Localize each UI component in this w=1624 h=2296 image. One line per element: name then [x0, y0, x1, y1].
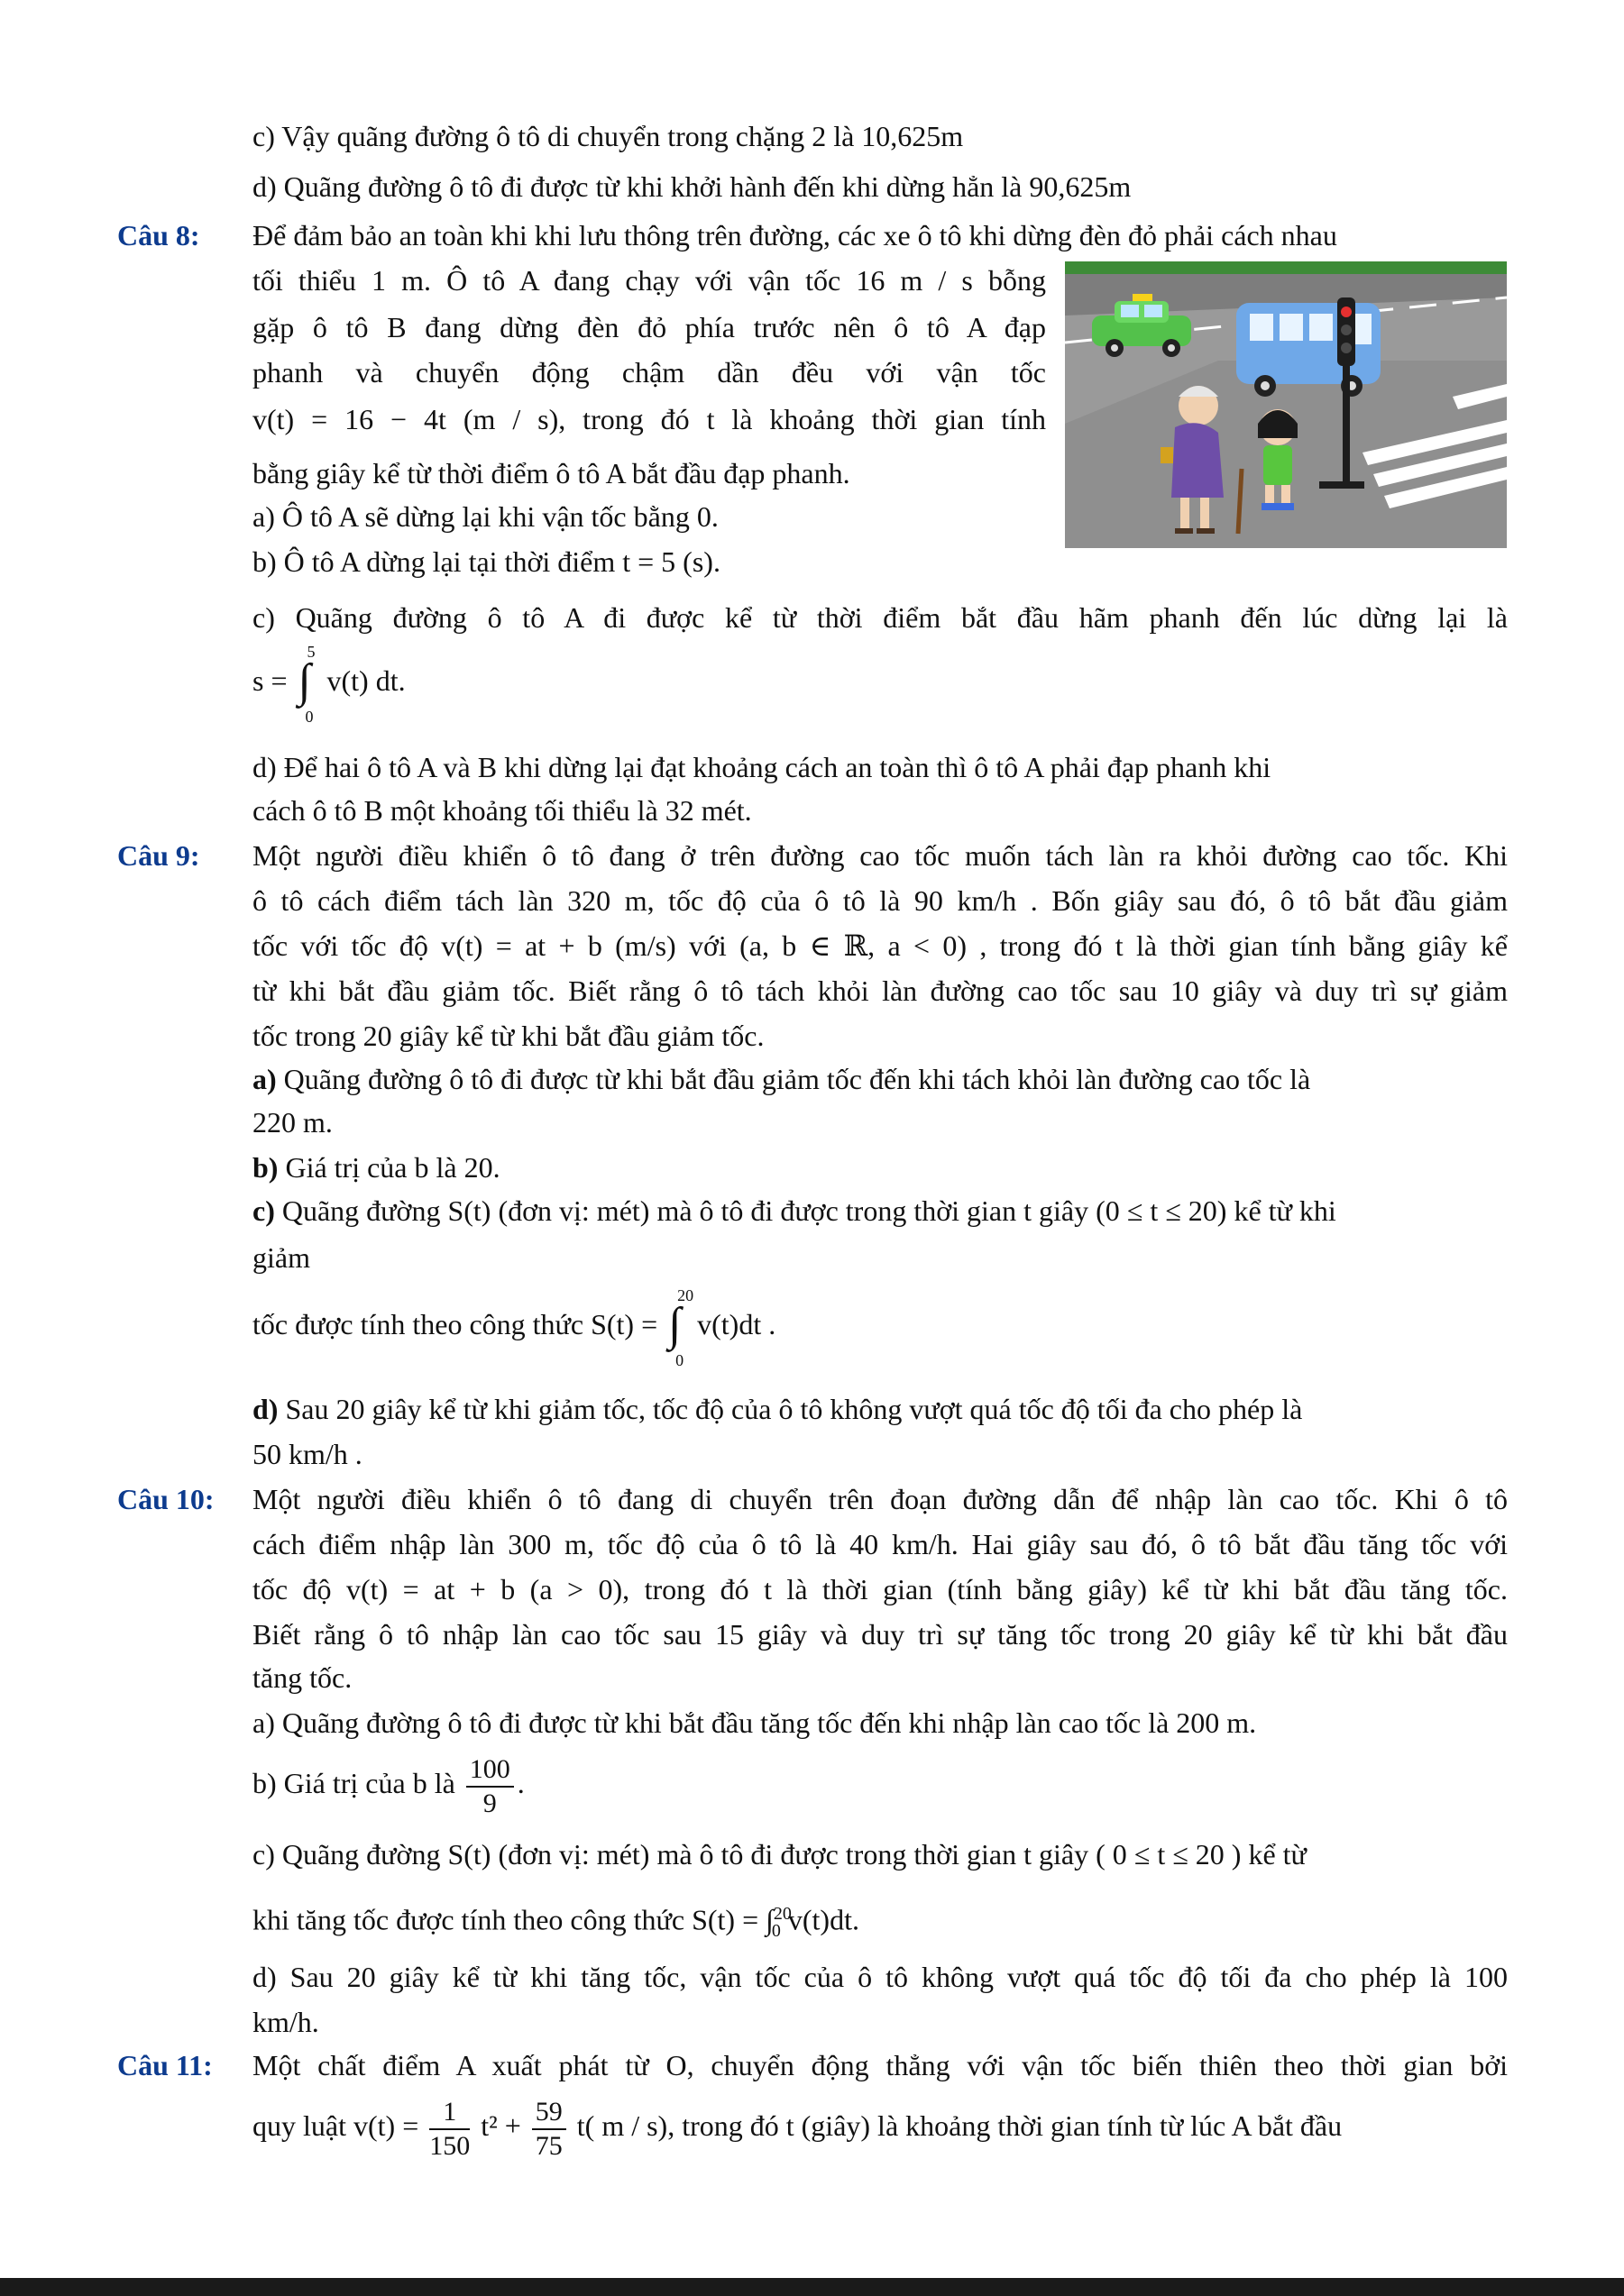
text-line: Một người điều khiển ô tô đang di chuyển trên đoạn đường dẫn để nhập làn cao tốc. Khi ô tô — [252, 1483, 1508, 1515]
text-line: km/h. — [252, 2006, 319, 2038]
text-line: cách điểm nhập làn 300 m, tốc độ của ô tô là 40 km/h. Hai giây sau đó, ô tô bắt đầu tăng tốc với — [252, 1528, 1508, 1560]
fraction: $\frac{100}{9}$ — [466, 1756, 514, 1817]
option-b: b) Ô tô A dừng lại tại thời điểm t = 5 (s). — [252, 545, 720, 578]
option-b: b) Giá trị của b là 20. — [252, 1151, 500, 1184]
traffic-illustration — [1065, 261, 1507, 548]
text-line: giảm — [252, 1241, 310, 1274]
integral-expression: khi tăng tốc được tính theo công thức S(t) = ∫$^{20}_0$ v(t)dt. — [252, 1903, 859, 1942]
text-line: Để đảm bảo an toàn khi khi lưu thông trên đường, các xe ô tô khi dừng đèn đỏ phải cách nhau — [252, 219, 1337, 252]
option-d: d) Để hai ô tô A và B khi dừng lại đạt khoảng cách an toàn thì ô tô A phải đạp phanh khi — [252, 751, 1271, 783]
text-line: Biết rằng ô tô nhập làn cao tốc sau 15 giây và duy trì sự tăng tốc trong 20 giây kể từ khi bắt đầu — [252, 1618, 1508, 1651]
page-bottom-bar — [0, 2278, 1624, 2296]
option-a: a) Ô tô A sẽ dừng lại khi vận tốc bằng 0. — [252, 500, 719, 533]
bus-icon — [1236, 303, 1381, 397]
velocity-formula-line: quy luật v(t) = $\frac{1}{150}$ t² + $\frac{59}{75}$ t( m / s), trong đó t (giây) là khoảng thời gian tính từ lúc A bắt đầu — [252, 2096, 1343, 2161]
text-line: tăng tốc. — [252, 1661, 353, 1694]
question-label: Câu 10: — [117, 1483, 215, 1515]
text-line: c) Vậy quãng đường ô tô di chuyển trong chặng 2 là 10,625m — [252, 120, 964, 152]
question-label: Câu 8: — [117, 219, 200, 252]
text-line: cách ô tô B một khoảng tối thiểu là 32 mét. — [252, 794, 752, 827]
question-label: Câu 11: — [117, 2049, 213, 2081]
integral-expression: s = ∫ 5 0 v(t) dt. — [252, 642, 406, 726]
option-b: b) Giá trị của b là $\frac{100}{9}$ . — [252, 1753, 525, 1818]
fraction: $\frac{1}{150}$ — [429, 2096, 471, 2161]
text-line: 50 km/h . — [252, 1438, 362, 1470]
text-line: ô tô cách điểm tách làn 320 m, tốc độ của ô tô là 90 km/h . Bốn giây sau đó, ô tô bắt đầu giảm — [252, 884, 1508, 917]
option-d: d) Sau 20 giây kể từ khi giảm tốc, tốc độ của ô tô không vượt quá tốc độ tối đa cho phép là — [252, 1393, 1303, 1425]
fraction: $\frac{59}{75}$ — [532, 2099, 566, 2160]
option-a: a) Quãng đường ô tô đi được từ khi bắt đầu giảm tốc đến khi tách khỏi làn đường cao tốc là — [252, 1063, 1311, 1095]
integral-expression: tốc được tính theo công thức S(t) = ∫ 20 0 v(t)dt . — [252, 1285, 776, 1369]
text-line: 220 m. — [252, 1106, 333, 1139]
text-line: tối thiểu 1 m. Ô tô A đang chạy với vận tốc 16 m / s bỗng — [252, 264, 1046, 297]
option-c: c) Quãng đường S(t) (đơn vị: mét) mà ô tô đi được trong thời gian t giây ( 0 ≤ t ≤ 20 ) kể từ — [252, 1838, 1307, 1871]
text-line: phanh và chuyển động chậm dần đều với vận tốc — [252, 356, 1046, 389]
text-line: từ khi bắt đầu giảm tốc. Biết rằng ô tô tách khỏi làn đường cao tốc sau 10 giây và duy trì sự giảm — [252, 974, 1508, 1007]
option-c: c) Quãng đường ô tô A đi được kể từ thời điểm bắt đầu hãm phanh đến lúc dừng lại là — [252, 601, 1508, 634]
text-line: tốc trong 20 giây kể từ khi bắt đầu giảm tốc. — [252, 1020, 765, 1052]
option-a: a) Quãng đường ô tô đi được từ khi bắt đầu tăng tốc đến khi nhập làn cao tốc là 200 m. — [252, 1706, 1257, 1739]
question-label: Câu 9: — [117, 839, 200, 872]
text-line: Một chất điểm A xuất phát từ O, chuyển động thẳng với vận tốc biến thiên theo thời gian bởi — [252, 2049, 1508, 2081]
integral-sign: ∫ 5 0 — [298, 642, 316, 726]
text-line: tốc độ v(t) = at + b (a > 0), trong đó t là thời gian (tính bằng giây) kể từ khi bắt đầu tăng tốc. — [252, 1573, 1508, 1605]
text-line: tốc với tốc độ v(t) = at + b (m/s) với (a, b ∈ ℝ, a < 0) , trong đó t là thời gian tính bằng giây kể — [252, 929, 1508, 962]
text-line: d) Quãng đường ô tô đi được từ khi khởi hành đến khi dừng hẳn là 90,625m — [252, 170, 1132, 203]
text-line: v(t) = 16 − 4t (m / s), trong đó t là khoảng thời gian tính — [252, 403, 1046, 435]
text-line: gặp ô tô B đang dừng đèn đỏ phía trước nên ô tô A đạp — [252, 311, 1046, 343]
option-d: d) Sau 20 giây kể từ khi tăng tốc, vận tốc của ô tô không vượt quá tốc độ tối đa cho phép là 100 — [252, 1961, 1508, 1993]
option-c: c) Quãng đường S(t) (đơn vị: mét) mà ô tô đi được trong thời gian t giây (0 ≤ t ≤ 20) kể từ khi — [252, 1194, 1336, 1227]
integral-sign: ∫ 20 0 — [668, 1285, 694, 1369]
text-line: Một người điều khiển ô tô đang ở trên đường cao tốc muốn tách làn ra khỏi đường cao tốc. Khi — [252, 839, 1508, 872]
text-line: bằng giây kể từ thời điểm ô tô A bắt đầu đạp phanh. — [252, 457, 850, 489]
